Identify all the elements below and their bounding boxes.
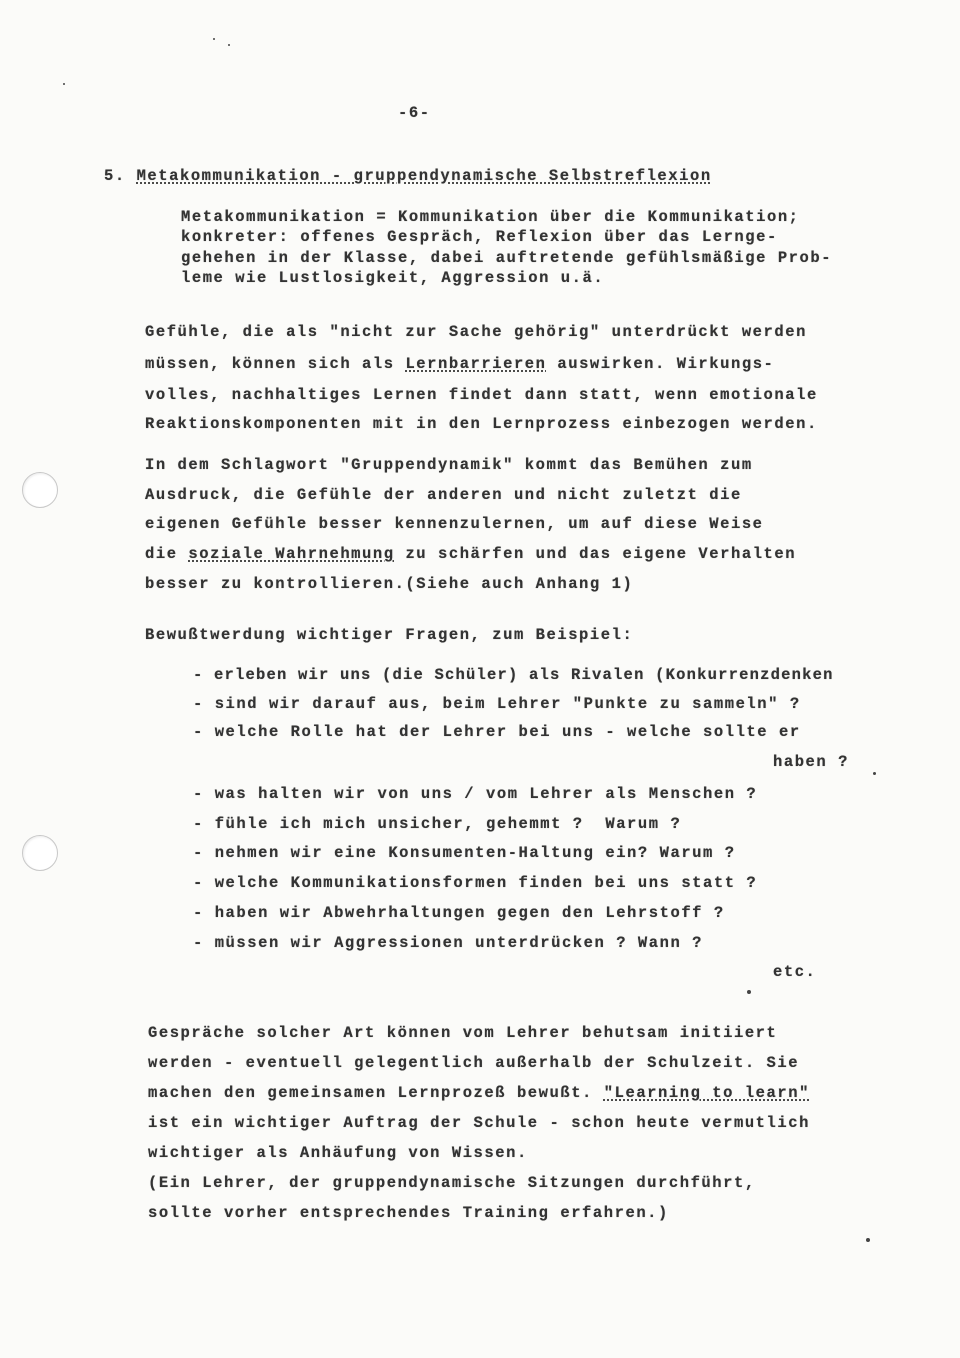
definition-line: gehehen in der Klasse, dabei auftretende gefühlsmäßige Prob- <box>181 249 833 267</box>
paragraph-line: Reaktionskomponenten mit in den Lernprozess einbezogen werden. <box>145 415 818 433</box>
paragraph-line <box>145 354 774 374</box>
definition-line: leme wie Lustlosigkeit, Aggression u.ä. <box>181 269 605 287</box>
paper-speck <box>873 772 876 775</box>
paragraph-line: Ausdruck, die Gefühle der anderen und nicht zuletzt die <box>145 486 742 504</box>
paper-speck <box>63 83 65 85</box>
questions-intro: Bewußtwerdung wichtiger Fragen, zum Beispiel: <box>145 626 634 644</box>
paragraph-line: besser zu kontrollieren.(Siehe auch Anhang 1) <box>145 575 634 593</box>
underlined-term: "Learning to learn" <box>603 1084 810 1102</box>
paragraph-line: eigenen Gefühle besser kennenzulernen, um auf diese Weise <box>145 515 764 533</box>
paper-speck <box>866 1238 870 1242</box>
question-item: - welche Kommunikationsformen finden bei uns statt ? <box>193 874 758 892</box>
question-item: - nehmen wir eine Konsumenten-Haltung ein? Warum ? <box>193 844 736 862</box>
underlined-term: soziale Wahrnehmung <box>188 545 395 563</box>
section-number: 5. <box>104 167 126 185</box>
text-run: machen den gemeinsamen Lernprozeß bewußt. <box>148 1084 604 1102</box>
definition-line: Metakommunikation = Kommunikation über die Kommunikation; <box>181 208 800 226</box>
paragraph-line: wichtiger als Anhäufung von Wissen. <box>148 1144 528 1162</box>
paragraph-line <box>148 1083 810 1103</box>
paragraph-line: werden - eventuell gelegentlich außerhalb der Schulzeit. Sie <box>148 1054 800 1072</box>
text-run: die <box>145 545 189 563</box>
paragraph-line <box>145 544 796 564</box>
page-number: -6- <box>398 104 431 122</box>
text-run: auswirken. Wirkungs- <box>546 355 775 373</box>
etc-text: etc. <box>773 963 817 981</box>
punch-hole <box>22 472 58 508</box>
text-run: müssen, können sich als <box>145 355 406 373</box>
paragraph-line: Gefühle, die als "nicht zur Sache gehörig" unterdrückt werden <box>145 323 807 341</box>
paper-speck <box>747 990 751 994</box>
paper-speck <box>213 38 215 40</box>
question-item: - fühle ich mich unsicher, gehemmt ? Warum ? <box>193 815 682 833</box>
paragraph-line: Gespräche solcher Art können vom Lehrer behutsam initiiert <box>148 1024 778 1042</box>
paragraph-line: sollte vorher entsprechendes Training erfahren.) <box>148 1204 669 1222</box>
paragraph-line: volles, nachhaltiges Lernen findet dann statt, wenn emotionale <box>145 386 818 404</box>
underlined-term: Lernbarrieren <box>405 355 547 373</box>
question-item: - was halten wir von uns / vom Lehrer als Menschen ? <box>193 785 758 803</box>
question-item: - müssen wir Aggressionen unterdrücken ? Wann ? <box>193 934 704 952</box>
text-run: zu schärfen und das eigene Verhalten <box>394 545 797 563</box>
section-heading <box>104 166 712 186</box>
question-item: - welche Rolle hat der Lehrer bei uns - welche sollte er <box>193 723 801 741</box>
definition-line: konkreter: offenes Gespräch, Reflexion über das Lernge- <box>181 228 778 246</box>
section-title: Metakommunikation - gruppendynamische Selbstreflexion <box>136 167 712 185</box>
paragraph-line: ist ein wichtiger Auftrag der Schule - schon heute vermutlich <box>148 1114 810 1132</box>
question-item: - haben wir Abwehrhaltungen gegen den Lehrstoff ? <box>193 904 725 922</box>
question-item: - sind wir darauf aus, beim Lehrer "Punkte zu sammeln" ? <box>193 695 801 713</box>
punch-hole <box>22 835 58 871</box>
paragraph-line: In dem Schlagwort "Gruppendynamik" kommt das Bemühen zum <box>145 456 753 474</box>
question-item: - erleben wir uns (die Schüler) als Rivalen (Konkurrenzdenken <box>193 666 834 684</box>
paper-speck <box>228 44 230 46</box>
question-continuation: haben ? <box>773 753 849 771</box>
paragraph-line: (Ein Lehrer, der gruppendynamische Sitzungen durchführt, <box>148 1174 756 1192</box>
